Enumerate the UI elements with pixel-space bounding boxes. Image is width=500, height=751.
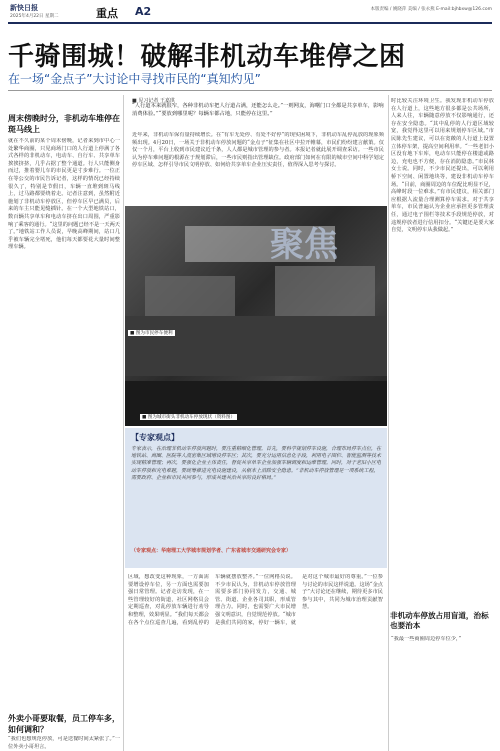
section-heading-left: 周末傍晚时分，非机动车堆停在斑马线上 (8, 114, 120, 134)
section-heading-right: 非机动车停放占用盲道，治标也要治本 (390, 611, 489, 630)
section-heading-left-2: 外卖小哥要取餐，员工停车多，如何调和？ (8, 714, 120, 734)
byline-text: 见习记者 王嘉琪 (138, 98, 175, 104)
left-column-body: 就在不久前的某个周末傍晚，记者来到市中心一处繁华商圈，只见商场门口的人行道上停满了各式各样的非机动车，电动车、自行车、共享单车挨挨挤挤，几乎占据了整个通道。行人只能侧身而过，推着婴儿车的市民更是寸步难行。一位正在等公交的市民告诉记者，这样的情况已经持续很久了，特别是节假日，车辆一直堆到斑马线上，过马路都要绕着走。记者注意到，虽然附近施划了非机动车停放区，但停车区早已满员，后来的车主只能见缝插针。在一个大型地铁站口，数百辆共享单车和电动车挤在出口周围，严重影响了乘客的通行。“这里的问题已经不是一天两天了。”地铁站工作人员说，早晚高峰期间，站口几乎被车辆完全堵死，他们每天都要花大量时间整理车辆。 (8, 138, 120, 251)
photo-caption: ■ 图为城市街头非机动车停放现状（资料图） (142, 415, 236, 420)
reporter-icon: ■ (132, 98, 139, 104)
masthead-rule (8, 22, 492, 24)
bottom-body: 区域，想改变这种现象，一方面需要增设停车位，另一方面也需要加强日常管理。记者走访发现，在一些管理较好的街道，社区网格员会定期巡查，对乱停放车辆进行劝导和整理，效果明显。“我们每天都会在各个点位巡查几遍，看到乱停的车辆就摆放整齐。”一位网格员说。不少市民认为，非机动车停放管理需要多部门协同发力，交通、城管、街道、企业各司其职，形成管理合力。同时，也需要广大市民增强文明意识，自觉规范停放。“城市是我们共同的家，停好一辆车，就是对这个城市最好的尊重。”一位参与讨论的市民这样说道。这场“金点子”大讨论还在继续，期待更多市民参与其中，共同为城市治理贡献智慧。 (128, 574, 383, 626)
lead-quotes: “人行道本来就很窄，各种非机动车把人行道占满，还能怎么走。”一则网友，海曙门口全都是共享单车，影响消费体验。”“要放到哪里呢？每辆车都占地，只能停在这里。” (132, 103, 384, 117)
headline-rule (8, 90, 492, 91)
newspaper-logo: 新快日报 (10, 3, 38, 12)
commentary-title: 【专家观点】 (131, 433, 179, 442)
commentary-body: 专家表示，在治理非机动车停放问题时，要注重精细化管理。首先，要科学规划停车设施，合理布局停车点位，在地铁站、商圈、医院等人流密集区域增设停车区；其次，要充分运用信息化手段，利用电子围栏、智能监测等技术实现精准管理；再次，要强化企业主体责任，督促共享单车企业加强车辆调度和运维管理。同时，对于老旧小区电动车停放和充电难题，要统筹推进充电设施建设，从根本上消除安全隐患。“非机动车停放管理是一项系统工程，需要政府、企业和市民共同参与，形成共建共治共享的良好格局。” (131, 446, 382, 481)
issue-date: 2025年4月22日 星期二 (10, 14, 59, 19)
column-divider (388, 95, 389, 751)
photo-vehicles (125, 316, 387, 376)
editor-credits: 本版责编 / 姚晓萍 美编 / 张永燕 E-mail:bjhbxw@126.com (370, 7, 492, 12)
section-name: 重点 (96, 7, 118, 20)
photo-watermark: 聚焦 (270, 225, 338, 265)
right-column-body-2: “我最一些商圈周边停车位少，” (391, 636, 462, 642)
page-title: 千骑围城！破解非机动车堆停之困 (8, 42, 406, 72)
right-column-body: 时比较关注环境卫生。我发现非机动车停放在人行道上，这些地方很多都是公共场所，人来人往，车辆随意停放不仅影响通行，还存在安全隐患。“其中乱停的人行道区域较宽，我觉得这里可以用来规划停车区域。”市民陈先生建议，可以在宽敞的人行道上设置立体停车架，提高空间利用率。“一些老旧小区没有地下车库，电动车只能停在楼道或路边，充电也不方便，存在消防隐患。”市民林女士说。同时，不少市民还提出，可以利用桥下空间、闲置地块等，建设非机动车停车场。“目前，商圈周边的车位配比明显不足，高峰时段一位难求。”有市民建议，相关部门应根据人流量合理测算停车需求。对于共享单车，市民普遍认为企业应承担更多管理责任，通过电子围栏等技术手段规范停放，对违规停放者进行信用扣分。“关键还是要大家自觉，文明停车从我做起。” (391, 98, 494, 234)
left-column-body-2: “我们也想规范停放，可是送餐时间太紧张了。”一位外卖小哥坦言。 (8, 736, 120, 750)
intro-paragraph: 近年来，非机动车保有量持续增长。在“有车无处停、有处不好停”的现实困境下，非机动车乱停乱放的现象频频出现。4月20日，一场关于非机动车停放问题的“金点子”征集在社区中拉开帷幕，市民们纷纷建言献策。仅仅一个月，平台上收到市民建议近千条，人人都是城市管理的参与者。本报记者就此展开调查采访。一些市民认为停车难问题的根源在于规划滞后，一些市民则指出管理缺位。政府部门如何在有限的城市空间中科学划定停车区域、怎样引导市民文明停放、如何给共享单车企业压实责任，值得深入思考与探讨。 (132, 132, 384, 169)
page-subtitle: 在一场“金点子”大讨论中寻找市民的“真知灼见” (8, 72, 261, 86)
column-divider (123, 95, 124, 751)
page-number: A2 (135, 5, 152, 18)
commentary-author: （专家观点：华南理工大学城市规划学者、广东省城市交通研究会专家） (131, 548, 292, 554)
photo-caption: ■ 图为市民停车便利 (130, 331, 173, 336)
